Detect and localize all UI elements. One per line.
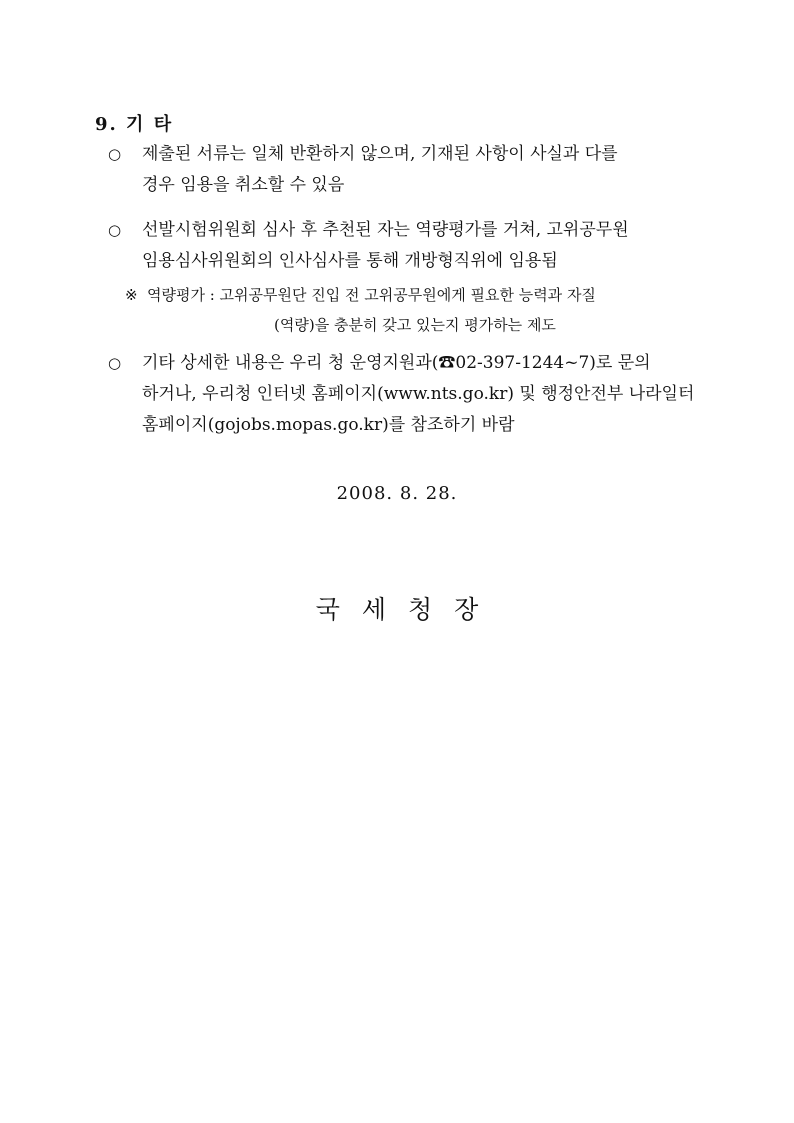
- footnote: [125, 280, 705, 340]
- item-line: 선발시험위원회 심사 후 추천된 자는 역량평가를 거쳐, 고위공무원: [142, 220, 629, 240]
- footnote-line: (역량)을 충분히 갖고 있는지 평가하는 제도: [274, 316, 556, 334]
- bullet-circle: ○: [108, 221, 122, 239]
- footnote-line: 역량평가 : 고위공무원단 진입 전 고위공무원에게 필요한 능력과 자질: [147, 286, 596, 304]
- list-item: [108, 139, 708, 201]
- document-date: 2008. 8. 28.: [336, 483, 458, 504]
- item-line: 임용심사위원회의 인사심사를 통해 개방형직위에 임용됨: [142, 251, 558, 271]
- item-line: 하거나, 우리청 인터넷 홈페이지(www.nts.go.kr) 및 행정안전부 나라일터: [142, 384, 695, 404]
- item-line: 경우 임용을 취소할 수 있음: [142, 175, 345, 195]
- bullet-circle: ○: [108, 354, 122, 372]
- item-line: 홈페이지(gojobs.mopas.go.kr)를 참조하기 바람: [142, 415, 515, 435]
- bullet-circle: ○: [108, 145, 122, 163]
- list-item: [108, 215, 708, 277]
- item-line: 제출된 서류는 일체 반환하지 않으며, 기재된 사항이 사실과 다를: [142, 144, 618, 164]
- reference-mark: ※: [125, 286, 138, 304]
- item-line: 기타 상세한 내용은 우리 청 운영지원과(☎02-397-1244~7)로 문의: [142, 353, 651, 373]
- issuer-signature: 국세청장: [315, 595, 501, 624]
- section-title: 9. 기 타: [95, 114, 174, 135]
- list-item: [108, 348, 708, 441]
